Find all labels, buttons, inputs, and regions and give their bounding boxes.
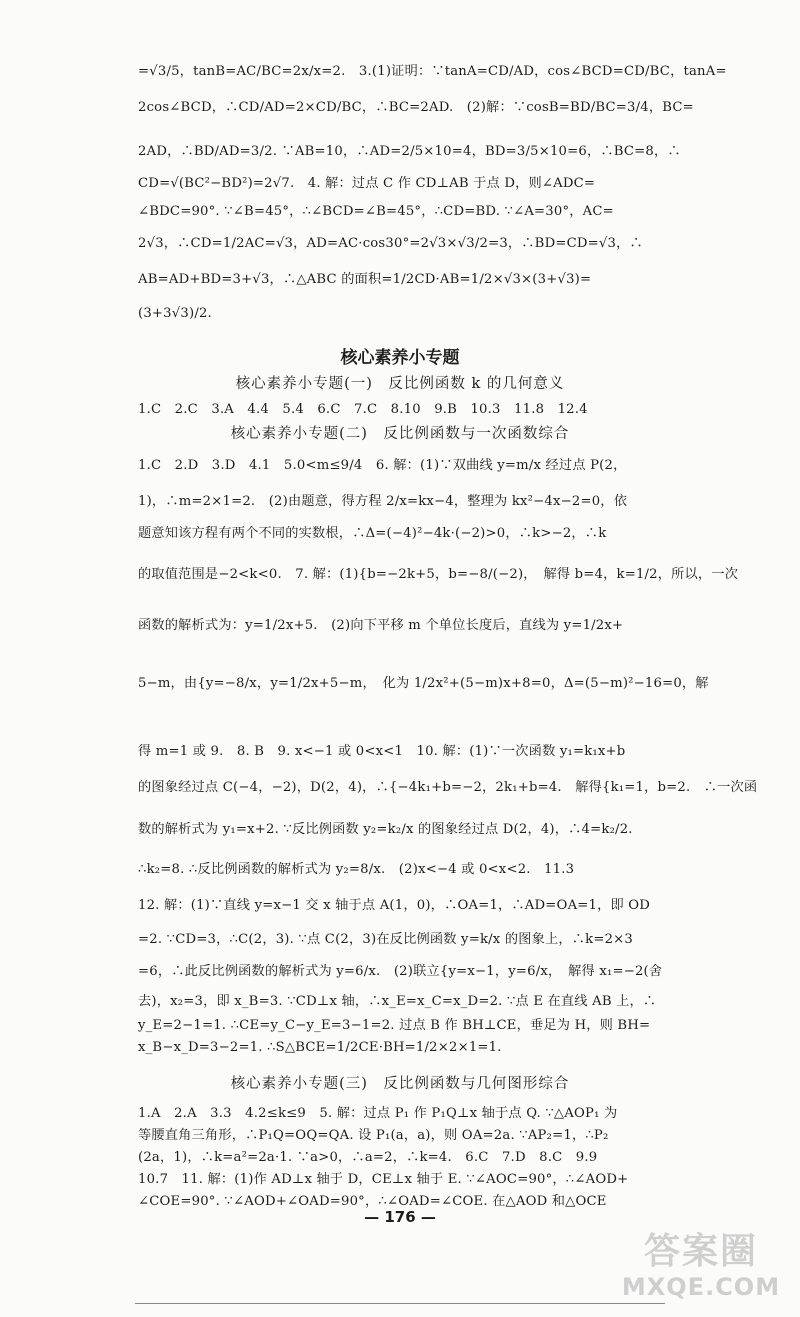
page-number: — 176 — <box>364 1208 436 1226</box>
text-line: 的图象经过点 C(−4，−2)，D(2，4)，∴{−4k₁+b=−2，2k₁+b=4. 解得{k₁=1，b=2. ∴一次函 <box>138 780 758 795</box>
text-line: 2cos∠BCD，∴CD/AD=2×CD/BC，∴BC=2AD. (2)解：∵cosB=BD/BC=3/4，BC= <box>138 100 694 115</box>
text-line: 1)，∴m=2×1=2. (2)由题意，得方程 2/x=kx−4，整理为 kx²−4x−2=0，依 <box>138 494 628 509</box>
text-line: ∴k₂=8. ∴反比例函数的解析式为 y₂=8/x. (2)x<−4 或 0<x<2. 11.3 <box>138 862 575 877</box>
text-line: (3+3√3)/2. <box>138 306 212 321</box>
text-line: =6，∴此反比例函数的解析式为 y=6/x. (2)联立{y=x−1，y=6/x， 解得 x₁=−2(舍 <box>138 964 663 979</box>
text-line: ∠COE=90°. ∵∠AOD+∠OAD=90°，∴∠OAD=∠COE. 在△AOD 和△OCE <box>138 1194 607 1209</box>
text-line: 10.7 11. 解：(1)作 AD⊥x 轴于 D，CE⊥x 轴于 E. ∵∠AOC=90°，∴∠AOD+ <box>138 1172 629 1187</box>
text-line: 2AD，∴BD/AD=3/2. ∵AB=10，∴AD=2/5×10=4，BD=3/5×10=6，∴BC=8，∴ <box>138 144 681 159</box>
text-line: 去)，x₂=3，即 x_B=3. ∵CD⊥x 轴，∴x_E=x_C=x_D=2. ∵点 E 在直线 AB 上，∴ <box>138 994 657 1009</box>
text-line: AB=AD+BD=3+√3，∴△ABC 的面积=1/2CD·AB=1/2×√3×(3+√3)= <box>138 272 592 287</box>
text-line: 函数的解析式为：y=1/2x+5. (2)向下平移 m 个单位长度后，直线为 y=1/2x+ <box>138 618 624 633</box>
footer-rule <box>135 1303 665 1304</box>
subsection-title-1: 核心素养小专题(一) 反比例函数 k 的几何意义 <box>235 376 565 392</box>
section-title: 核心素养小专题 <box>340 348 460 368</box>
text-line: 题意知该方程有两个不同的实数根，∴Δ=(−4)²−4k·(−2)>0，∴k>−2，∴k <box>138 526 607 541</box>
text-line: 1.A 2.A 3.3 4.2≤k≤9 5. 解：过点 P₁ 作 P₁Q⊥x 轴于点 Q. ∵△AOP₁ 为 <box>138 1106 618 1121</box>
text-line: 2√3，∴CD=1/2AC=√3，AD=AC·cos30°=2√3×√3/2=3，∴BD=CD=√3，∴ <box>138 236 643 251</box>
text-line: 得 m=1 或 9. 8. B 9. x<−1 或 0<x<1 10. 解：(1)∵一次函数 y₁=k₁x+b <box>138 744 626 759</box>
subsection-title-2: 核心素养小专题(二) 反比例函数与一次函数综合 <box>230 426 570 442</box>
text-line: 等腰直角三角形，∴P₁Q=OQ=QA. 设 P₁(a，a)，则 OA=2a. ∵AP₂=1，∴P₂ <box>138 1128 609 1143</box>
text-line: 1.C 2.C 3.A 4.4 5.4 6.C 7.C 8.10 9.B 10.3 11.8 12.4 <box>138 402 588 417</box>
text-line: =2. ∵CD=3，∴C(2，3). ∵点 C(2，3)在反比例函数 y=k/x 的图象上，∴k=2×3 <box>138 932 634 947</box>
text-line: 12. 解：(1)∵直线 y=x−1 交 x 轴于点 A(1，0)，∴OA=1，∴AD=OA=1，即 OD <box>138 898 651 913</box>
text-line: 5−m，由{y=−8/x，y=1/2x+5−m， 化为 1/2x²+(5−m)x+8=0，Δ=(5−m)²−16=0，解 <box>138 676 709 691</box>
watermark-logo <box>616 1232 786 1312</box>
text-line: CD=√(BC²−BD²)=2√7. 4. 解：过点 C 作 CD⊥AB 于点 D，则∠ADC= <box>138 176 596 191</box>
text-line: y_E=2−1=1. ∴CE=y_C−y_E=3−1=2. 过点 B 作 BH⊥CE，垂足为 H，则 BH= <box>138 1018 651 1033</box>
text-line: 1.C 2.D 3.D 4.1 5.0<m≤9/4 6. 解：(1)∵双曲线 y=m/x 经过点 P(2， <box>138 458 627 473</box>
text-line: (2a，1)，∴k=a²=2a·1. ∵a>0，∴a=2，∴k=4. 6.C 7.D 8.C 9.9 <box>138 1150 598 1165</box>
subsection-title-3: 核心素养小专题(三) 反比例函数与几何图形综合 <box>230 1076 570 1092</box>
text-line: x_B−x_D=3−2=1. ∴S△BCE=1/2CE·BH=1/2×2×1=1. <box>138 1040 502 1055</box>
watermark-url: MXQE.COM <box>621 1273 781 1301</box>
text-line: ∠BDC=90°. ∵∠B=45°，∴∠BCD=∠B=45°，∴CD=BD. ∵∠A=30°，AC= <box>138 204 614 219</box>
text-line: 数的解析式为 y₁=x+2. ∵反比例函数 y₂=k₂/x 的图象经过点 D(2，4)，∴4=k₂/2. <box>138 822 633 837</box>
watermark-text: 答案圈 <box>643 1231 758 1272</box>
text-line: 的取值范围是−2<k<0. 7. 解：(1){b=−2k+5，b=−8/(−2)， 解得 b=4，k=1/2，所以，一次 <box>138 567 739 582</box>
text-line: =√3/5，tanB=AC/BC=2x/x=2. 3.(1)证明：∵tanA=CD/AD，cos∠BCD=CD/BC，tanA= <box>138 64 727 79</box>
